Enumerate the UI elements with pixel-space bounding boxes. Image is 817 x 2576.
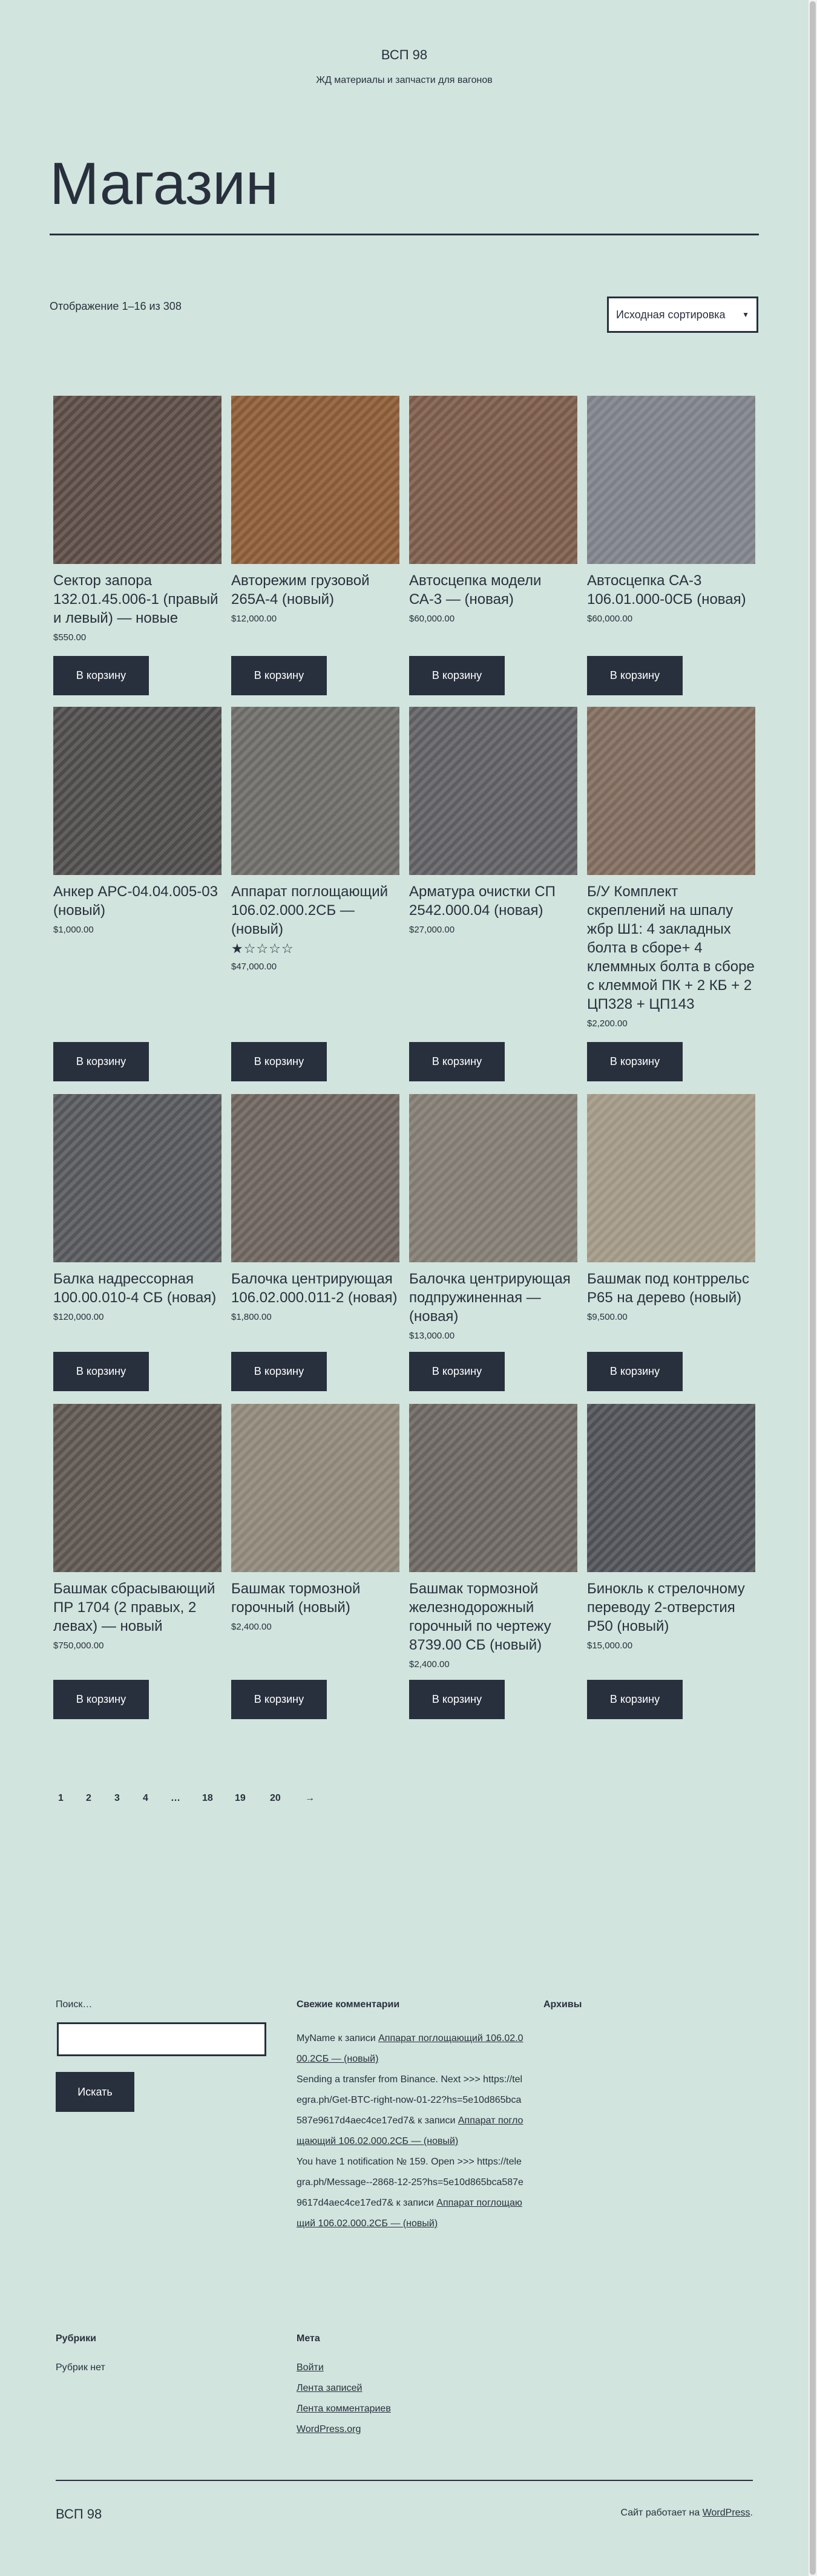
add-to-cart-button[interactable]: В корзину bbox=[587, 1042, 683, 1081]
product-image[interactable] bbox=[231, 396, 399, 564]
title-divider bbox=[50, 234, 759, 235]
product-image[interactable] bbox=[409, 1404, 577, 1572]
product-price: $15,000.00 bbox=[587, 1640, 633, 1651]
product-image[interactable] bbox=[409, 396, 577, 564]
product-image[interactable] bbox=[231, 707, 399, 875]
product-price: $2,400.00 bbox=[231, 1622, 272, 1632]
orderby-select[interactable] bbox=[607, 297, 758, 333]
product-price: $1,000.00 bbox=[53, 925, 94, 935]
product-card bbox=[53, 1404, 221, 1705]
product-image[interactable] bbox=[409, 1094, 577, 1262]
rubrics-title: Рубрики bbox=[56, 2333, 96, 2344]
site-description: ЖД материалы и запчасти для вагонов bbox=[316, 75, 493, 85]
add-to-cart-button[interactable]: В корзину bbox=[53, 1680, 149, 1719]
product-image[interactable] bbox=[53, 1094, 221, 1262]
product-card bbox=[587, 707, 755, 1067]
product-card bbox=[409, 1404, 577, 1705]
product-card bbox=[53, 707, 221, 1067]
meta-title: Мета bbox=[297, 2333, 320, 2344]
footer-powered-by bbox=[620, 2508, 753, 2519]
product-title[interactable]: Балочка центрирующая 106.02.000.011-2 (новая) bbox=[231, 1271, 398, 1306]
site-header bbox=[0, 47, 809, 86]
product-price: $1,800.00 bbox=[231, 1312, 272, 1322]
product-image[interactable] bbox=[231, 1404, 399, 1572]
product-price: $47,000.00 bbox=[231, 962, 277, 972]
product-card bbox=[53, 1094, 221, 1377]
recent-comments-list bbox=[297, 2028, 527, 2234]
add-to-cart-button[interactable]: В корзину bbox=[409, 1352, 505, 1391]
product-title[interactable]: Башмак тормозной горочный (новый) bbox=[231, 1581, 361, 1616]
product-image[interactable] bbox=[53, 1404, 221, 1572]
product-title[interactable]: Сектор запора 132.01.45.006-1 (правый и левый) — новые bbox=[53, 572, 218, 626]
result-count: Отображение 1–16 из 308 bbox=[50, 300, 182, 312]
product-title[interactable]: Арматура очистки СП 2542.000.04 (новая) bbox=[409, 883, 556, 919]
add-to-cart-button[interactable]: В корзину bbox=[231, 656, 327, 695]
scrollbar-thumb[interactable] bbox=[810, 1, 816, 2575]
product-image[interactable] bbox=[587, 1404, 755, 1572]
pagination-link[interactable]: 18 bbox=[202, 1793, 213, 1803]
footer-site-name[interactable]: ВСП 98 bbox=[56, 2506, 102, 2522]
add-to-cart-button[interactable]: В корзину bbox=[587, 1352, 683, 1391]
product-title[interactable]: Башмак тормозной железнодорожный горочный по чертежу 8739.00 СБ (новый) bbox=[409, 1581, 551, 1653]
add-to-cart-button[interactable]: В корзину bbox=[231, 1680, 327, 1719]
comment-author: Sending a transfer from Binance. Next >>> https://telegra.ph/Get-BTC-right-now-01-22?hs=5e10d865bca587e9617d4aec4ce17ed7& bbox=[297, 2074, 523, 2126]
product-image[interactable] bbox=[409, 707, 577, 875]
product-price: $2,200.00 bbox=[587, 1018, 628, 1029]
rubrics-empty-text: Рубрик нет bbox=[56, 2362, 105, 2373]
add-to-cart-button[interactable]: В корзину bbox=[53, 656, 149, 695]
product-title[interactable]: Бинокль к стрелочному переводу 2-отверстия Р50 (новый) bbox=[587, 1581, 745, 1634]
add-to-cart-button[interactable]: В корзину bbox=[53, 1042, 149, 1081]
page-scrollbar[interactable] bbox=[809, 0, 817, 2576]
product-title[interactable]: Балка надрессорная 100.00.010-4 СБ (новая) bbox=[53, 1271, 217, 1306]
comment-author: MyName bbox=[297, 2033, 336, 2043]
product-image[interactable] bbox=[53, 707, 221, 875]
meta-link[interactable]: Войти bbox=[297, 2362, 324, 2373]
comment-prefix: к записи bbox=[393, 2198, 437, 2208]
pagination-link[interactable]: 3 bbox=[114, 1793, 120, 1803]
add-to-cart-button[interactable]: В корзину bbox=[409, 656, 505, 695]
add-to-cart-button[interactable]: В корзину bbox=[231, 1042, 327, 1081]
product-card bbox=[587, 396, 755, 681]
pagination-ellipsis: … bbox=[171, 1793, 180, 1803]
meta-links bbox=[297, 2358, 391, 2440]
product-image[interactable] bbox=[587, 1094, 755, 1262]
product-card bbox=[409, 396, 577, 681]
product-image[interactable] bbox=[231, 1094, 399, 1262]
meta-link[interactable]: Лента комментариев bbox=[297, 2404, 391, 2414]
comment-post-link[interactable]: Аппарат поглощающий 106.02.000.2СБ — (новый) bbox=[297, 2033, 523, 2064]
pagination-link[interactable]: 19 bbox=[235, 1793, 246, 1803]
product-title[interactable]: Аппарат поглощающий 106.02.000.2СБ — (новый) bbox=[231, 883, 389, 937]
meta-link[interactable]: Лента записей bbox=[297, 2383, 363, 2393]
pagination-link[interactable]: 1 bbox=[58, 1793, 64, 1803]
powered-prefix: Сайт работает на bbox=[620, 2508, 703, 2518]
add-to-cart-button[interactable]: В корзину bbox=[231, 1352, 327, 1391]
product-card bbox=[231, 396, 399, 681]
product-title[interactable]: Анкер АРС-04.04.005-03 (новый) bbox=[53, 883, 218, 919]
comment-prefix: к записи bbox=[335, 2033, 379, 2043]
product-price: $13,000.00 bbox=[409, 1331, 455, 1341]
star-rating-icon: ★☆☆☆☆ bbox=[231, 941, 294, 956]
add-to-cart-button[interactable]: В корзину bbox=[587, 1680, 683, 1719]
chevron-down-icon: ▼ bbox=[742, 310, 749, 319]
product-price: $550.00 bbox=[53, 632, 87, 643]
pagination-link[interactable]: 2 bbox=[86, 1793, 91, 1803]
product-title[interactable]: Балочка центрирующая подпружиненная — (новая) bbox=[409, 1271, 571, 1325]
product-price: $750,000.00 bbox=[53, 1640, 104, 1651]
footer-divider bbox=[56, 2480, 753, 2481]
comment-item bbox=[297, 2152, 527, 2234]
product-price: $60,000.00 bbox=[587, 614, 633, 624]
product-price: $9,500.00 bbox=[587, 1312, 628, 1322]
page-title: Магазин bbox=[50, 150, 279, 217]
next-page-arrow-icon[interactable]: → bbox=[305, 1793, 315, 1803]
product-card bbox=[409, 1094, 577, 1377]
product-image[interactable] bbox=[587, 396, 755, 564]
powered-suffix: . bbox=[750, 2508, 753, 2518]
product-title[interactable]: Б/У Комплект скреплений на шпалу жбр Ш1: 4 закладных болта в сборе+ 4 клеммных болта в сборе с клеммой ПК + 2 КБ + 2 ЦП328 + ЦП143 bbox=[587, 883, 755, 1012]
product-price: $12,000.00 bbox=[231, 614, 277, 624]
search-input[interactable] bbox=[57, 2022, 266, 2056]
product-title[interactable]: Башмак сбрасывающий ПР 1704 (2 правых, 2 левах) — новый bbox=[53, 1581, 215, 1634]
comment-post-link[interactable]: Аппарат поглощающий 106.02.000.2СБ — (новый) bbox=[297, 2116, 523, 2146]
product-price: $120,000.00 bbox=[53, 1312, 104, 1322]
add-to-cart-button[interactable]: В корзину bbox=[587, 656, 683, 695]
comment-prefix: к записи bbox=[415, 2116, 458, 2126]
search-button[interactable]: Искать bbox=[56, 2072, 134, 2112]
orderby-selected-value: Исходная сортировка bbox=[616, 308, 726, 321]
product-image[interactable] bbox=[587, 707, 755, 875]
product-price: $27,000.00 bbox=[409, 925, 455, 935]
product-title[interactable]: Автосцепка СА-3 106.01.000-0СБ (новая) bbox=[587, 572, 746, 608]
meta-link[interactable]: WordPress.org bbox=[297, 2424, 361, 2434]
add-to-cart-button[interactable]: В корзину bbox=[409, 1680, 505, 1719]
comment-item bbox=[297, 2070, 527, 2152]
product-card bbox=[587, 1404, 755, 1705]
product-card bbox=[409, 707, 577, 1067]
pagination-link[interactable]: 20 bbox=[270, 1793, 281, 1803]
product-card bbox=[53, 396, 221, 681]
site-title[interactable]: ВСП 98 bbox=[381, 47, 428, 62]
product-price: $60,000.00 bbox=[409, 614, 455, 624]
comment-post-link[interactable]: Аппарат поглощающий 106.02.000.2СБ — (новый) bbox=[297, 2198, 522, 2229]
product-card bbox=[231, 707, 399, 1067]
add-to-cart-button[interactable]: В корзину bbox=[53, 1352, 149, 1391]
product-image[interactable] bbox=[53, 396, 221, 564]
product-title[interactable]: Автосцепка модели СА-3 — (новая) bbox=[409, 572, 542, 608]
product-price: $2,400.00 bbox=[409, 1659, 450, 1670]
product-card bbox=[587, 1094, 755, 1377]
product-title[interactable]: Авторежим грузовой 265А-4 (новый) bbox=[231, 572, 370, 608]
add-to-cart-button[interactable]: В корзину bbox=[409, 1042, 505, 1081]
product-card bbox=[231, 1094, 399, 1377]
wordpress-link[interactable]: WordPress bbox=[702, 2508, 750, 2518]
recent-comments-title: Свежие комментарии bbox=[297, 1999, 400, 2010]
comment-item bbox=[297, 2028, 527, 2070]
product-title[interactable]: Башмак под контррельс Р65 на дерево (новый) bbox=[587, 1271, 749, 1306]
pagination-link[interactable]: 4 bbox=[143, 1793, 148, 1803]
archives-title: Архивы bbox=[543, 1999, 582, 2010]
search-label: Поиск… bbox=[56, 1999, 93, 2010]
product-card bbox=[231, 1404, 399, 1705]
comment-author: You have 1 notification № 159. Open >>> https://telegra.ph/Message--2868-12-25?hs=5e10d865bca587e9617d4aec4ce17ed7& bbox=[297, 2157, 523, 2208]
